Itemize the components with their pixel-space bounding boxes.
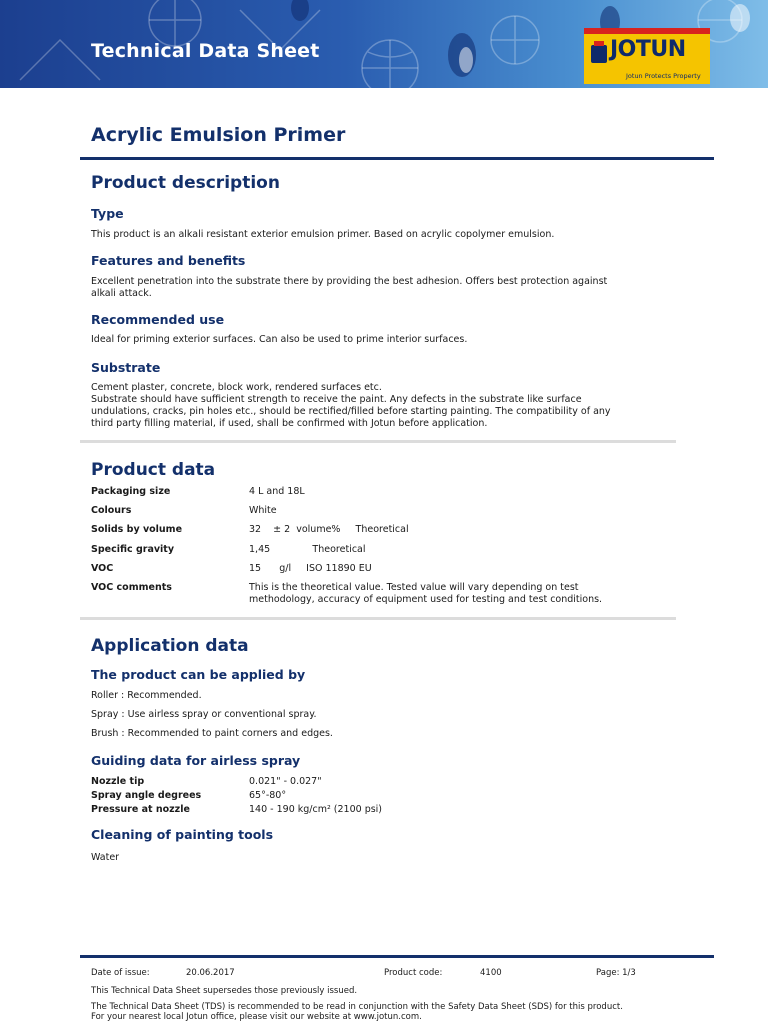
footer-rule [80,955,714,958]
voc-comments-label: VOC comments [91,582,172,593]
recommended-use-heading: Recommended use [91,312,225,327]
logo-wordmark: JOTUN [610,37,686,62]
airless-spray-heading: Guiding data for airless spray [91,753,301,768]
cleaning-text: Water [91,852,120,863]
header-banner [0,0,768,88]
solids-label: Solids by volume [91,524,183,535]
specific-gravity-value: 1,45 Theoretical [249,544,366,555]
product-data-heading: Product data [91,460,216,480]
solids-value: 32 ± 2 volume% Theoretical [249,524,409,535]
section-divider [80,440,676,443]
packaging-size-label: Packaging size [91,486,171,497]
date-of-issue-value: 20.06.2017 [186,968,235,978]
logo-red-stripe [584,28,710,34]
method-brush: Brush : Recommended to paint corners and edges. [91,728,333,739]
date-of-issue-label: Date of issue: [91,968,150,978]
substrate-text-line: third party filling material, if used, shall be confirmed with Jotun before application. [91,418,488,429]
footer-website-note: For your nearest local Jotun office, please visit our website at www.jotun.com. [91,1012,422,1022]
voc-comments-value: This is the theoretical value. Tested value will vary depending on test [249,582,579,593]
voc-comments-value: methodology, accuracy of equipment used for testing and test conditions. [249,594,603,605]
applied-by-heading: The product can be applied by [91,667,306,682]
paint-can-icon [589,39,609,65]
voc-value: 15 g/l ISO 11890 EU [249,563,372,574]
pressure-value: 140 - 190 kg/cm² (2100 psi) [249,804,383,815]
application-data-heading: Application data [91,636,249,656]
spray-angle-label: Spray angle degrees [91,790,202,801]
nozzle-tip-value: 0.021" - 0.027" [249,776,322,787]
method-spray: Spray : Use airless spray or conventional spray. [91,709,317,720]
product-code-label: Product code: [384,968,443,978]
features-text-line: Excellent penetration into the substrate there by providing the best adhesion. Offers best protection against [91,276,608,287]
product-code-value: 4100 [480,968,502,978]
features-text-line: alkali attack. [91,288,152,299]
sheet-type-title: Technical Data Sheet [91,40,320,62]
page-number: Page: 1/3 [596,968,636,978]
substrate-heading: Substrate [91,360,161,375]
pressure-label: Pressure at nozzle [91,804,190,815]
recommended-use-text: Ideal for priming exterior surfaces. Can also be used to prime interior surfaces. [91,334,468,345]
product-description-heading: Product description [91,173,280,193]
substrate-text-line: Cement plaster, concrete, block work, rendered surfaces etc. [91,382,382,393]
spray-angle-value: 65°-80° [249,790,287,801]
substrate-text-line: Substrate should have sufficient strength to receive the paint. Any defects in the substrate like surface [91,394,582,405]
features-heading: Features and benefits [91,253,246,268]
type-heading: Type [91,206,124,221]
cleaning-heading: Cleaning of painting tools [91,827,274,842]
substrate-text-line: undulations, cracks, pin holes etc., should be rectified/filled before starting painting. The compatibility of any [91,406,611,417]
jotun-logo [584,28,710,84]
colours-label: Colours [91,505,132,516]
footer-supersedes: This Technical Data Sheet supersedes those previously issued. [91,986,358,996]
packaging-size-value: 4 L and 18L [249,486,305,497]
nozzle-tip-label: Nozzle tip [91,776,145,787]
section-divider [80,617,676,620]
type-text: This product is an alkali resistant exterior emulsion primer. Based on acrylic copolymer emulsion. [91,229,555,240]
method-roller: Roller : Recommended. [91,690,202,701]
title-rule [80,157,714,160]
product-title: Acrylic Emulsion Primer [91,124,346,146]
voc-label: VOC [91,563,114,574]
colours-value: White [249,505,277,516]
logo-tagline: Jotun Protects Property [626,72,701,80]
specific-gravity-label: Specific gravity [91,544,175,555]
footer-tds-note: The Technical Data Sheet (TDS) is recommended to be read in conjunction with the Safety Data Sheet (SDS) for this product. [91,1002,623,1012]
